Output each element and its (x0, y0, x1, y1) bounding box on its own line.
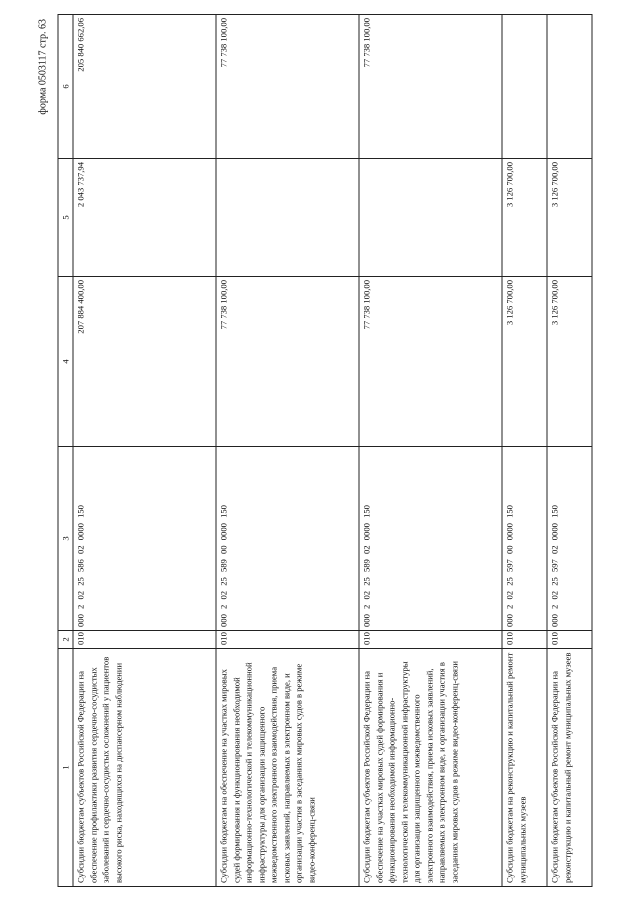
executed-amount: 3 126 700,00 (502, 158, 547, 276)
income-classification-code: 000 2 02 25 589 00 0000 150 (216, 446, 359, 630)
executed-amount (216, 158, 359, 276)
line-code: 010 (216, 630, 359, 648)
unexecuted-amount: 77 738 100,00 (216, 14, 359, 158)
approved-amount: 3 126 700,00 (547, 276, 592, 446)
table-row (73, 14, 216, 886)
line-code: 010 (359, 630, 502, 648)
column-number-row (58, 14, 73, 886)
table-row (359, 14, 502, 886)
unexecuted-amount: 205 840 662,06 (73, 14, 216, 158)
indicator-name: Субсидии бюджетам субъектов Российской Федерации на обеспечение на участках мировых судей формирования и функционирования необходимой информационно-технологической и телекоммуникационной инфраструктуры для организации защищенного межведомственного электронного взаимодействия, приема исковых заявлений, направляемых в электронном виде, и организации участия в заседаниях мировых судов в режиме видео-конференц-связи (359, 648, 502, 886)
income-classification-code: 000 2 02 25 589 02 0000 150 (359, 446, 502, 630)
line-code: 010 (73, 630, 216, 648)
income-classification-code: 000 2 02 25 597 00 0000 150 (502, 446, 547, 630)
report-table (58, 14, 593, 887)
line-code: 010 (547, 630, 592, 648)
income-classification-code: 000 2 02 25 586 02 0000 150 (73, 446, 216, 630)
approved-amount: 77 738 100,00 (359, 276, 502, 446)
table-row (547, 14, 592, 886)
executed-amount: 3 126 700,00 (547, 158, 592, 276)
report-page (28, 13, 613, 893)
unexecuted-amount (547, 14, 592, 158)
column-header: 1 (58, 648, 73, 886)
approved-amount: 3 126 700,00 (502, 276, 547, 446)
form-label: форма 0503117 стр. 63 (37, 18, 49, 115)
table-row (502, 14, 547, 886)
approved-amount: 207 884 400,00 (73, 276, 216, 446)
indicator-name: Субсидии бюджетам на реконструкцию и капитальный ремонт муниципальных музеев (502, 648, 547, 886)
unexecuted-amount: 77 738 100,00 (359, 14, 502, 158)
indicator-name: Субсидии бюджетам субъектов Российской Федерации на обеспечение профилактики развития сердечно-сосудистых заболеваний и сердечно-сосудистых осложнений у пациентов высокого риска, находящихся на диспансерном наблюдении (73, 648, 216, 886)
column-header: 4 (58, 276, 73, 446)
column-header: 6 (58, 14, 73, 158)
table-row (216, 14, 359, 886)
indicator-name: Субсидии бюджетам на обеспечение на участках мировых судей формирования и функционирования необходимой информационно-технологической и телекоммуникационной инфраструктуры для организации защищенного межведомственного электронного взаимодействия, приема исковых заявлений, направляемых в электронном виде, и организации участия в заседаниях мировых судов в режиме видео-конференц-связи (216, 648, 359, 886)
column-header: 3 (58, 446, 73, 630)
indicator-name: Субсидии бюджетам субъектов Российской Федерации на реконструкцию и капитальный ремонт муниципальных музеев (547, 648, 592, 886)
unexecuted-amount (502, 14, 547, 158)
executed-amount: 2 043 737,94 (73, 158, 216, 276)
column-header: 5 (58, 158, 73, 276)
column-header: 2 (58, 630, 73, 648)
line-code: 010 (502, 630, 547, 648)
executed-amount (359, 158, 502, 276)
income-classification-code: 000 2 02 25 597 02 0000 150 (547, 446, 592, 630)
approved-amount: 77 738 100,00 (216, 276, 359, 446)
